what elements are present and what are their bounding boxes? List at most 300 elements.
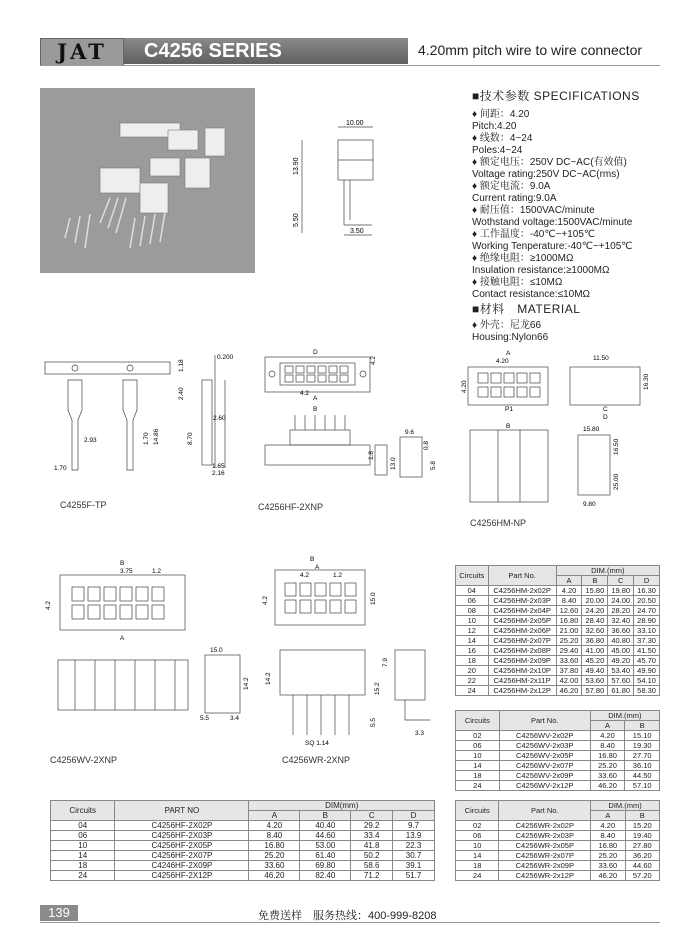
table-cell: 61.80 <box>608 686 634 696</box>
table-cell: 8.40 <box>556 596 582 606</box>
col-header: Part No. <box>488 566 556 586</box>
table-cell: 44.60 <box>625 861 659 871</box>
table-cell: 25.20 <box>556 636 582 646</box>
hf-table-body <box>51 821 435 881</box>
dim-label: 25.00 <box>613 473 620 490</box>
table-cell: 57.20 <box>625 871 659 881</box>
dim-label: 16.50 <box>613 438 620 455</box>
table-cell: 49.90 <box>634 666 660 676</box>
table-cell: 12 <box>456 626 489 636</box>
table-cell: 14 <box>456 761 500 771</box>
dim-label: 3.75 <box>120 568 133 575</box>
table-cell: 33.60 <box>249 861 300 871</box>
table-row <box>456 781 660 791</box>
hotline-text: 免费送样 服务热线：400-999-8208 <box>258 910 437 922</box>
table-cell: 10 <box>51 841 115 851</box>
table-row <box>51 851 435 861</box>
col-header: DIM.(mm) <box>591 801 660 811</box>
dim-pin-length: 5.50 <box>293 213 300 227</box>
table-cell: 46.20 <box>591 871 625 881</box>
table-cell: 50.2 <box>351 851 393 861</box>
dim-label: A <box>506 350 511 357</box>
table-cell: 8.40 <box>590 741 625 751</box>
spec-line: ♦ 接触电阻：≤10MΩ <box>472 277 563 288</box>
dim-label: D <box>313 349 318 356</box>
col-header: Part No. <box>499 711 590 731</box>
dim-label: 2.93 <box>84 437 97 444</box>
table-row <box>456 761 660 771</box>
dim-label: 7.9 <box>382 657 389 667</box>
table-cell: C4256WR-2x07P <box>499 851 591 861</box>
table-cell: 13.9 <box>393 831 435 841</box>
table-cell: 28.90 <box>634 616 660 626</box>
table-cell: 24.70 <box>634 606 660 616</box>
material-line: Housing:Nylon66 <box>472 332 549 343</box>
table-row <box>456 871 660 881</box>
col-header: A <box>249 811 300 821</box>
table-cell: C4256HM-2x03P <box>488 596 556 606</box>
wr-table-body <box>456 821 660 881</box>
spec-line: ♦ 工作温度：-40℃~+105℃ <box>472 229 596 240</box>
table-cell: 49.40 <box>582 666 608 676</box>
col-header: B <box>300 811 351 821</box>
spec-line: ♦ 耐压值：1500VAC/minute <box>472 205 595 216</box>
dim-label: 2.60 <box>213 415 226 422</box>
table-cell: 06 <box>456 831 499 841</box>
table-cell: 45.00 <box>608 646 634 656</box>
col-header: C <box>351 811 393 821</box>
caption-wv: C4256WV-2XNP <box>50 755 118 765</box>
header-divider <box>40 65 660 66</box>
table-cell: C4256WR-2x12P <box>499 871 591 881</box>
table-cell: 40.40 <box>300 821 351 831</box>
dim-label: 0.200 <box>217 354 234 361</box>
dim-label: 2.16 <box>212 470 225 475</box>
table-row <box>456 616 660 626</box>
table-cell: 18 <box>51 861 115 871</box>
table-cell: 29.40 <box>556 646 582 656</box>
table-cell: 20 <box>456 666 489 676</box>
table-cell: C4256HM-2x10P <box>488 666 556 676</box>
table-cell: 02 <box>456 821 499 831</box>
table-cell: 4.20 <box>591 821 625 831</box>
table-row <box>456 606 660 616</box>
table-cell: 24.20 <box>582 606 608 616</box>
table-cell: 41.00 <box>582 646 608 656</box>
caption-hm: C4256HM-NP <box>470 518 527 528</box>
hm-cavity-grid <box>478 373 540 397</box>
table-cell: 06 <box>456 741 500 751</box>
table-cell: 53.40 <box>608 666 634 676</box>
table-cell: C4256HF-2X03P <box>115 831 249 841</box>
photo-housing-part <box>150 158 180 176</box>
col-header: DIM.(mm) <box>590 711 659 721</box>
dim-label: 14.2 <box>265 672 272 685</box>
dim-label: A <box>120 635 125 642</box>
table-cell: 29.2 <box>351 821 393 831</box>
table-row <box>456 626 660 636</box>
table-row <box>456 751 660 761</box>
table-cell: C4256WV-2x12P <box>499 781 590 791</box>
material-list <box>472 320 548 344</box>
table-cell: 4.20 <box>590 731 625 741</box>
table-cell: 69.80 <box>300 861 351 871</box>
table-cell: 04 <box>456 586 489 596</box>
table-cell: 18 <box>456 771 500 781</box>
table-cell: 36.20 <box>625 851 659 861</box>
dim-label: 4.2 <box>300 572 310 579</box>
table-cell: 30.7 <box>393 851 435 861</box>
table-cell: 12.60 <box>556 606 582 616</box>
col-header: Circuits <box>456 801 499 821</box>
table-cell: 58.30 <box>634 686 660 696</box>
table-cell: C4256WV-2x05P <box>499 751 590 761</box>
hm-table-body <box>456 586 660 696</box>
table-cell: 53.00 <box>300 841 351 851</box>
table-cell: 36.80 <box>582 636 608 646</box>
table-cell: 25.20 <box>249 851 300 861</box>
photo-header-part <box>100 168 140 193</box>
table-row <box>51 831 435 841</box>
dim-label: 15.0 <box>210 647 223 654</box>
dim-label: 5.5 <box>200 715 210 722</box>
table-cell: 22 <box>456 676 489 686</box>
table-row <box>456 831 660 841</box>
col-header: Part No. <box>499 801 591 821</box>
table-row <box>456 636 660 646</box>
table-cell: 45.20 <box>582 656 608 666</box>
dim-label: 4.2 <box>300 390 310 397</box>
hf-pin-grid <box>285 366 348 382</box>
col-header: A <box>590 721 625 731</box>
table-cell: C4256HM-2x05P <box>488 616 556 626</box>
table-cell: 24 <box>456 781 500 791</box>
spec-line: Wothstand voltage:1500VAC/minute <box>472 217 633 228</box>
table-cell: C4256HM-2x09P <box>488 656 556 666</box>
table-cell: 08 <box>456 606 489 616</box>
photo-housing-part <box>185 158 210 188</box>
col-header: B <box>582 576 608 586</box>
table-cell: 53.60 <box>582 676 608 686</box>
material-heading: ■材料 MATERIAL <box>472 302 581 316</box>
table-cell: 14 <box>51 851 115 861</box>
dim-label: 4.2 <box>262 595 269 605</box>
dim-label: 15.2 <box>374 682 381 695</box>
table-cell: 42.00 <box>556 676 582 686</box>
table-cell: C4256HM-2x11P <box>488 676 556 686</box>
table-cell: 20.00 <box>582 596 608 606</box>
table-row <box>51 861 435 871</box>
table-cell: 33.60 <box>556 656 582 666</box>
caption-hf: C4256HF-2XNP <box>258 502 324 512</box>
wr-drawing <box>255 555 445 750</box>
dim-label: 2.40 <box>178 387 185 400</box>
dim-pin-offset: 3.50 <box>350 228 364 235</box>
col-header: PART NO <box>115 801 249 821</box>
table-cell: 44.50 <box>625 771 660 781</box>
table-cell: 28.20 <box>608 606 634 616</box>
col-header: C <box>608 576 634 586</box>
connector-photo-illustration <box>40 88 255 273</box>
table-cell: 24 <box>456 871 499 881</box>
spec-line: ♦ 间距：4.20 <box>472 109 530 120</box>
dim-label: 3.4 <box>230 715 240 722</box>
table-cell: 19.80 <box>608 586 634 596</box>
table-cell: C4256WV-2x07P <box>499 761 590 771</box>
dim-label: 0.8 <box>423 440 430 450</box>
table-cell: C4246HF-2X09P <box>115 861 249 871</box>
table-row <box>456 851 660 861</box>
dim-label: 1.70 <box>54 465 67 472</box>
table-row <box>456 676 660 686</box>
table-cell: 25.20 <box>590 761 625 771</box>
table-cell: 19.40 <box>625 831 659 841</box>
col-header: D <box>634 576 660 586</box>
table-cell: C4256HM-2x06P <box>488 626 556 636</box>
dim-label: 15.80 <box>583 426 600 433</box>
photo-housing-part <box>205 128 225 156</box>
table-cell: 36.10 <box>625 761 660 771</box>
table-cell: 40.80 <box>608 636 634 646</box>
col-header: D <box>393 811 435 821</box>
table-cell: 10 <box>456 616 489 626</box>
table-cell: C4256WR-2x05P <box>499 841 591 851</box>
table-cell: 22.3 <box>393 841 435 851</box>
dim-label: 4.2 <box>370 355 377 365</box>
dim-label: 13.0 <box>390 457 397 470</box>
hm-dimension-table <box>455 565 660 696</box>
spec-line: ♦ 额定电流：9.0A <box>472 181 551 192</box>
spec-line: Pitch:4.20 <box>472 121 517 132</box>
table-cell: 16.80 <box>590 751 625 761</box>
table-cell: 71.2 <box>351 871 393 881</box>
dim-label: 5.5 <box>370 717 377 727</box>
col-header: B <box>625 811 659 821</box>
dim-label: B <box>120 560 125 567</box>
table-cell: C4256WV-2x02P <box>499 731 590 741</box>
table-cell: C4256HM-2x07P <box>488 636 556 646</box>
dim-label: SQ 1.14 <box>305 740 329 747</box>
spec-line: Insulation resistance:≥1000MΩ <box>472 265 610 276</box>
table-row <box>456 666 660 676</box>
table-cell: 16.80 <box>249 841 300 851</box>
table-cell: 20.50 <box>634 596 660 606</box>
dim-height: 13.90 <box>293 157 300 175</box>
dim-label: 4.20 <box>496 358 509 365</box>
dim-width: 10.00 <box>346 120 364 127</box>
table-cell: 45.70 <box>634 656 660 666</box>
dim-label: 9.6 <box>405 429 415 436</box>
table-cell: C4256HM-2x12P <box>488 686 556 696</box>
table-cell: 46.20 <box>249 871 300 881</box>
table-cell: 33.60 <box>591 861 625 871</box>
table-cell: 4.20 <box>249 821 300 831</box>
spec-line: ♦ 线数：4~24 <box>472 133 533 144</box>
table-cell: 58.6 <box>351 861 393 871</box>
table-cell: 27.70 <box>625 751 660 761</box>
photo-housing-part <box>140 183 168 213</box>
table-row <box>456 821 660 831</box>
table-cell: 41.50 <box>634 646 660 656</box>
dim-label: A <box>315 564 320 571</box>
table-cell: 37.80 <box>556 666 582 676</box>
table-cell: 06 <box>51 831 115 841</box>
table-cell: 19.30 <box>625 741 660 751</box>
table-cell: 04 <box>51 821 115 831</box>
table-cell: 28.40 <box>582 616 608 626</box>
table-cell: 4.20 <box>556 586 582 596</box>
table-cell: 24.00 <box>608 596 634 606</box>
table-cell: 32.40 <box>608 616 634 626</box>
table-cell: 57.60 <box>608 676 634 686</box>
table-cell: 41.8 <box>351 841 393 851</box>
col-header: Circuits <box>51 801 115 821</box>
table-cell: C4256HF-2X12P <box>115 871 249 881</box>
dim-label: 14.2 <box>243 677 250 690</box>
caption-wr: C4256WR-2XNP <box>282 755 351 765</box>
table-cell: 24 <box>456 686 489 696</box>
table-cell: C4256WV-2x09P <box>499 771 590 781</box>
table-cell: C4256HF-2X07P <box>115 851 249 861</box>
table-cell: 54.10 <box>634 676 660 686</box>
table-cell: 15.80 <box>582 586 608 596</box>
dim-label: 3.3 <box>415 730 425 737</box>
dim-label: 1.8 <box>368 450 375 460</box>
table-row <box>456 596 660 606</box>
table-cell: 16 <box>456 646 489 656</box>
dim-label: 4.2 <box>45 600 52 610</box>
dim-label: B <box>506 423 511 430</box>
table-cell: 18 <box>456 656 489 666</box>
table-cell: 51.7 <box>393 871 435 881</box>
table-cell: 27.80 <box>625 841 659 851</box>
table-cell: C4256WR-2x03P <box>499 831 591 841</box>
spec-line: Working Tenperature:-40℃~+105℃ <box>472 241 633 252</box>
spec-heading: ■技术参数 SPECIFICATIONS <box>472 89 640 103</box>
hf-dimension-table <box>50 800 435 881</box>
table-cell: 8.40 <box>249 831 300 841</box>
table-row <box>456 686 660 696</box>
table-cell: C4256WR-2x02P <box>499 821 591 831</box>
dim-label: 1.65 <box>212 463 225 470</box>
spec-line: ♦ 额定电压：250V DC~AC(有效值) <box>472 157 627 168</box>
col-header: Circuits <box>456 711 500 731</box>
table-row <box>456 656 660 666</box>
table-cell: 46.20 <box>590 781 625 791</box>
table-cell: C4256HF-2X05P <box>115 841 249 851</box>
table-cell: 16.80 <box>556 616 582 626</box>
table-cell: 9.7 <box>393 821 435 831</box>
spec-line: ♦ 绝缘电阻：≥1000MΩ <box>472 253 574 264</box>
dim-label: 1.2 <box>152 568 162 575</box>
material-line: ♦ 外壳：尼龙66 <box>472 320 542 331</box>
table-cell: 10 <box>456 751 500 761</box>
hm-drawing <box>458 345 663 510</box>
table-cell: 49.20 <box>608 656 634 666</box>
dim-label: P1 <box>505 406 513 413</box>
table-cell: 16.80 <box>591 841 625 851</box>
table-cell: 16.30 <box>634 586 660 596</box>
table-row <box>456 741 660 751</box>
terminal-drawing <box>40 350 245 475</box>
wv-table-body <box>456 731 660 791</box>
col-header: A <box>591 811 625 821</box>
product-photo <box>40 88 255 273</box>
table-row <box>456 771 660 781</box>
brand-logo: JAT <box>40 38 124 66</box>
dim-label: 1.18 <box>178 359 185 372</box>
hf-drawing <box>245 345 445 495</box>
table-cell: 15.20 <box>625 821 659 831</box>
caption-tp: C4255F-TP <box>60 500 107 510</box>
table-cell: 06 <box>456 596 489 606</box>
table-cell: 33.10 <box>634 626 660 636</box>
table-row <box>456 841 660 851</box>
table-cell: 25.20 <box>591 851 625 861</box>
table-row <box>456 731 660 741</box>
table-cell: 57.10 <box>625 781 660 791</box>
table-cell: 15.10 <box>625 731 660 741</box>
spec-line: Current rating:9.0A <box>472 193 557 204</box>
dim-label: 15.0 <box>370 592 377 605</box>
wv-dimension-table <box>455 710 660 791</box>
dim-label: 5.8 <box>430 460 437 470</box>
table-cell: 14 <box>456 851 499 861</box>
col-header: DIM.(mm) <box>556 566 659 576</box>
series-title: C4256 SERIES <box>124 38 408 64</box>
table-cell: 10 <box>456 841 499 851</box>
wv-drawing <box>40 555 250 730</box>
table-row <box>51 821 435 831</box>
spec-line: Poles:4~24 <box>472 145 523 156</box>
dim-label: C <box>603 406 608 413</box>
table-row <box>456 646 660 656</box>
table-cell: C4256HF-2X02P <box>115 821 249 831</box>
table-cell: 82.40 <box>300 871 351 881</box>
table-cell: 14 <box>456 636 489 646</box>
table-cell: 24 <box>51 871 115 881</box>
col-header: B <box>625 721 660 731</box>
table-cell: C4256WR-2x09P <box>499 861 591 871</box>
table-cell: 21.00 <box>556 626 582 636</box>
dim-label: B <box>313 406 318 413</box>
dim-label: A <box>313 395 318 402</box>
spec-line: Contact resistance:≤10MΩ <box>472 289 591 300</box>
table-cell: C4256HM-2x02P <box>488 586 556 596</box>
dim-label: 1.70 <box>143 432 150 445</box>
spec-line: Voltage rating:250V DC~AC(rms) <box>472 169 620 180</box>
table-row <box>51 841 435 851</box>
wr-dimension-table <box>455 800 660 881</box>
table-cell: 32.60 <box>582 626 608 636</box>
table-cell: 02 <box>456 731 500 741</box>
wv-cavity-grid <box>72 587 164 619</box>
table-cell: 33.60 <box>590 771 625 781</box>
table-cell: 36.60 <box>608 626 634 636</box>
dim-label: 14.86 <box>153 428 160 445</box>
page-number: 139 <box>40 905 78 921</box>
table-cell: 33.4 <box>351 831 393 841</box>
dim-label: 4.20 <box>461 380 468 393</box>
series-subtitle: 4.20mm pitch wire to wire connector <box>418 42 643 58</box>
table-row <box>456 861 660 871</box>
table-cell: 44.60 <box>300 831 351 841</box>
dim-label: B <box>310 556 315 563</box>
dim-label: D <box>603 414 608 421</box>
col-header: Circuits <box>456 566 489 586</box>
table-cell: 46.20 <box>556 686 582 696</box>
table-cell: 37.30 <box>634 636 660 646</box>
